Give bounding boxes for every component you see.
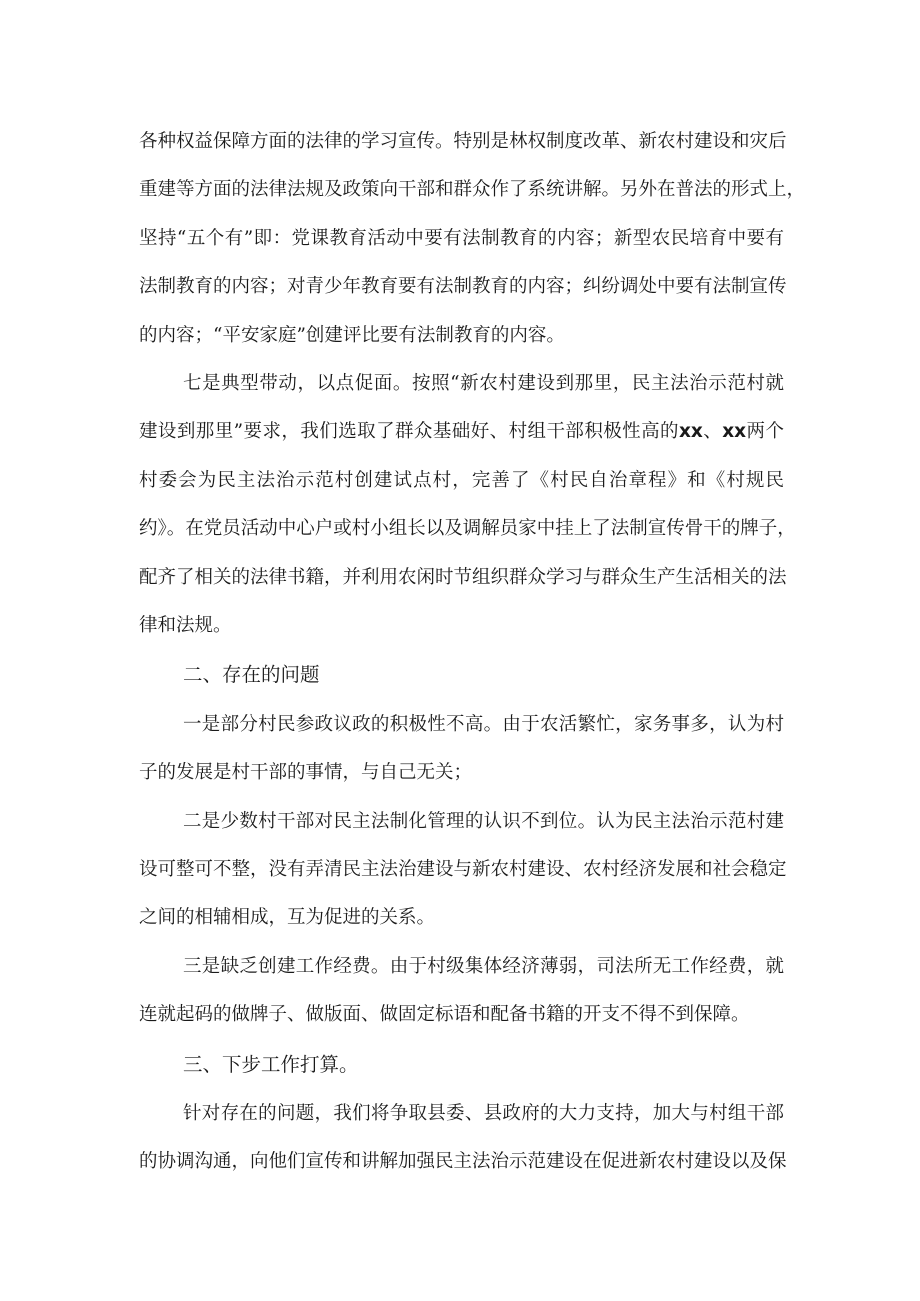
- paragraph-problem-one: [139, 701, 784, 798]
- text-line: 配齐了相关的法律书籍，并利用农闲时节组织群众学习与群众生产生活相关的法: [139, 566, 787, 588]
- text-line: 建设到那里”要求，我们选取了群众基础好、村组干部积极性高的xx、xx两个: [139, 421, 784, 443]
- text-line: 之间的相辅相成，互为促进的关系。: [139, 907, 436, 929]
- text-line: 的协调沟通，向他们宣传和讲解加强民主法治示范建设在促进新农村建设以及保: [139, 1151, 787, 1173]
- paragraph-law-publicity: [139, 118, 806, 360]
- text-line: 法制教育的内容；对青少年教育要有法制教育的内容；纠纷调处中要有法制宣传: [139, 276, 787, 298]
- placeholder-text: xx: [722, 421, 747, 443]
- text-line: 针对存在的问题，我们将争取县委、县政府的大力支持，加大与村组干部: [183, 1103, 784, 1125]
- text-line: 设可整可不整，没有弄清民主法治建设与新农村建设、农村经济发展和社会稳定: [139, 858, 787, 880]
- placeholder-text: xx: [678, 421, 703, 443]
- heading-next-steps: [139, 1040, 784, 1091]
- text-line: 村委会为民主法治示范村创建试点村，完善了《村民自治章程》和《村规民: [139, 469, 784, 491]
- text-line: 各种权益保障方面的法律的学习宣传。特别是林权制度改革、新农村建设和灾后: [139, 131, 787, 152]
- paragraph-next-plan: [139, 1090, 787, 1187]
- text-line: 三是缺乏创建工作经费。由于村级集体经济薄弱，司法所无工作经费，就: [183, 955, 784, 977]
- text-line: 子的发展是村干部的事情，与自己无关；: [139, 762, 473, 784]
- text-line: 二是少数村干部对民主法制化管理的认识不到位。认为民主法治示范村建: [183, 810, 784, 832]
- text-line: 七是典型带动，以点促面。按照“新农村建设到那里，民主法治示范村就: [183, 372, 784, 394]
- text-line: 二、存在的问题: [183, 663, 320, 687]
- paragraph-problem-two: [139, 798, 787, 943]
- text-line: 的内容；“平安家庭”创建评比要有法制教育的内容。: [139, 324, 565, 346]
- text-line: 坚持“五个有”即：党课教育活动中要有法制教育的内容；新型农民培育中要有: [139, 227, 784, 249]
- text-line: 一是部分村民参政议政的积极性不高。由于农活繁忙，家务事多，认为村: [183, 713, 784, 735]
- document-page: [139, 118, 806, 1187]
- paragraph-typical-demonstration: [139, 360, 796, 650]
- paragraph-problem-three: [139, 943, 784, 1040]
- heading-existing-problems: [139, 650, 784, 701]
- text-line: 重建等方面的法律法规及政策向干部和群众作了系统讲解。另外在普法的形式上，: [139, 179, 806, 201]
- text-line: 连就起码的做牌子、做版面、做固定标语和配备书籍的开支不得不到保障。: [139, 1004, 750, 1026]
- text-line: 约》。在党员活动中心户或村小组长以及调解员家中挂上了法制宣传骨干的牌子，: [139, 518, 796, 540]
- text-line: 律和法规。: [139, 614, 232, 636]
- text-line: 三、下步工作打算。: [183, 1052, 359, 1076]
